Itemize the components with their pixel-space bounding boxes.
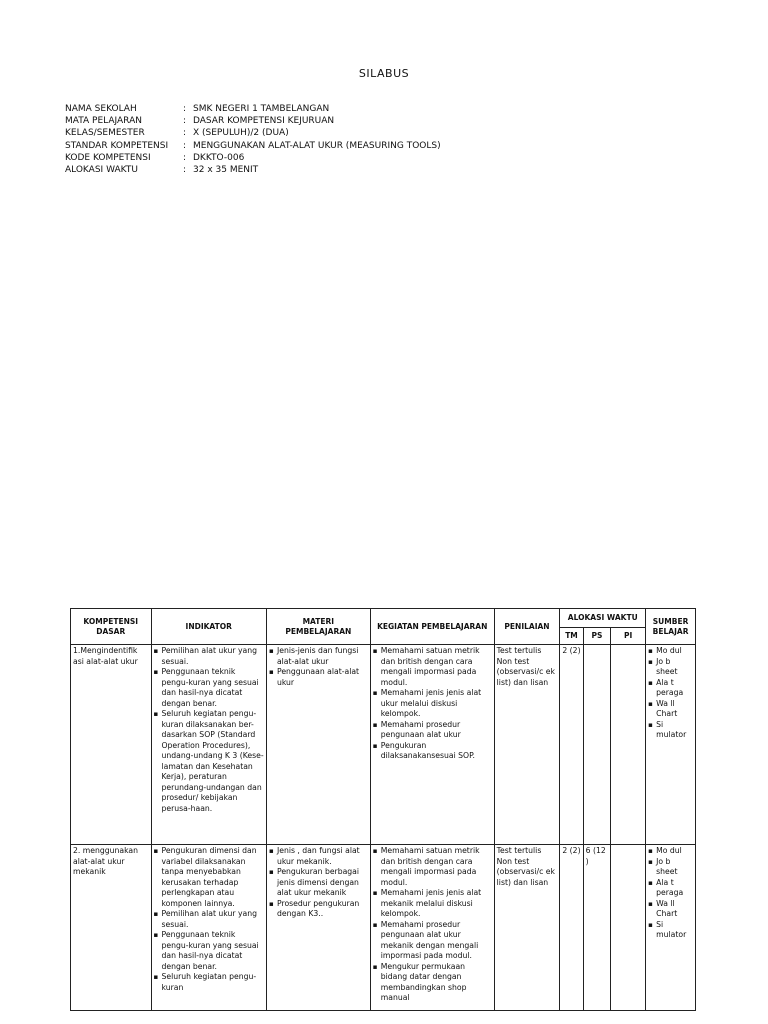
cell-materi [266, 645, 370, 845]
cell-penilaian: Test tertulis Non test (observasi/c ek list) dan lisan [494, 845, 560, 1011]
list-item: ▪ Mo dul [648, 846, 693, 857]
table-row [71, 845, 696, 1011]
list-item: ▪ Penggunaan teknik pengu-kuran yang sesuai dan hasil-nya dicatat dengan benar. [154, 667, 264, 709]
meta-sep: : [183, 116, 187, 127]
meta-value: X (SEPULUH)/2 (DUA) [193, 128, 289, 139]
list-item: ▪ Jo b sheet [648, 857, 693, 878]
header-penilaian: PENILAIAN [494, 609, 560, 645]
list-item: ▪ Penggunaan teknik pengu-kuran yang sesuai dan hasil-nya dicatat dengan benar. [154, 930, 264, 972]
cell-pi [611, 845, 646, 1011]
meta-row-class [65, 127, 441, 139]
list-item: ▪ Memahami jenis jenis alat ukur melalui diskusi kelompok. [373, 688, 492, 720]
meta-value: DASAR KOMPETENSI KEJURUAN [193, 116, 335, 127]
meta-value: SMK NEGERI 1 TAMBELANGAN [193, 104, 330, 114]
meta-row-standard [65, 140, 441, 152]
list-item: ▪ Pemilihan alat ukur yang sesuai. [154, 646, 264, 667]
header-tm: TM [560, 628, 583, 645]
cell-kegiatan [370, 845, 494, 1011]
header-materi: MATERI PEMBELAJARAN [266, 609, 370, 645]
cell-materi [266, 845, 370, 1011]
document-title: SILABUS [358, 67, 410, 80]
list-item: ▪ Jenis , dan fungsi alat ukur mekanik. [269, 846, 368, 867]
cell-indikator [151, 645, 266, 845]
meta-row-code [65, 152, 441, 164]
cell-ps [583, 645, 611, 845]
header-pi: PI [611, 628, 646, 645]
cell-pi [611, 645, 646, 845]
meta-sep: : [183, 165, 187, 176]
list-item: ▪ Seluruh kegiatan pengu-kuran dilaksanakan ber-dasarkan SOP (Standard Operation Procedures), undang-undang K 3 (Kese-lamatan dan Kesehatan Kerja), peraturan perundang-undangan dan prosedur/ kebijakan perusa-haan. [154, 709, 264, 814]
list-item: ▪ Pengukuran berbagai jenis dimensi dengan alat ukur mekanik [269, 867, 368, 899]
meta-row-subject [65, 115, 441, 127]
list-item: ▪ Ala t peraga [648, 878, 693, 899]
meta-sep: : [183, 128, 187, 139]
list-item: ▪ Ala t peraga [648, 678, 693, 699]
list-item: ▪ Jo b sheet [648, 657, 693, 678]
list-item: ▪ Mengukur permukaan bidang datar dengan membandingkan shop manual [373, 962, 492, 1004]
meta-row-school [65, 103, 441, 115]
list-item: ▪ Seluruh kegiatan pengu-kuran [154, 972, 264, 993]
cell-sumber-belajar [646, 845, 696, 1011]
table-row [71, 645, 696, 845]
cell-indikator [151, 845, 266, 1011]
list-item: ▪ Pemilihan alat ukur yang sesuai. [154, 909, 264, 930]
list-item: ▪ Memahami prosedur pengunaan alat ukur mekanik dengan mengali impormasi pada modul. [373, 920, 492, 962]
list-item: ▪ Memahami satuan metrik dan british dengan cara mengali impormasi pada modul. [373, 646, 492, 688]
header-alokasi-waktu: ALOKASI WAKTU [560, 609, 646, 628]
list-item: ▪ Si mulator [648, 920, 693, 941]
identity-block [65, 103, 441, 176]
meta-value: MENGGUNAKAN ALAT-ALAT UKUR (MEASURING TOOLS) [193, 140, 441, 151]
cell-tm: 2 (2) [560, 845, 583, 1011]
list-item: ▪ Wa ll Chart [648, 699, 693, 720]
syllabus-table [70, 608, 696, 1011]
header-kompetensi-dasar: KOMPETENSI DASAR [71, 609, 152, 645]
meta-label: STANDAR KOMPETENSI [65, 140, 169, 151]
list-item: ▪ Pengukuran dimensi dan variabel dilaksanakan tanpa menyebabkan kerusakan terhadap perlengkapan atau komponen lainnya. [154, 846, 264, 909]
meta-label: KODE KOMPETENSI [65, 152, 151, 163]
meta-sep: : [183, 152, 187, 163]
cell-ps: 6 (12 ) [583, 845, 611, 1011]
meta-label: NAMA SEKOLAH [65, 104, 137, 114]
cell-kompetensi-dasar: 2. menggunakan alat-alat ukur mekanik [71, 845, 152, 1011]
cell-kegiatan [370, 645, 494, 845]
list-item: ▪ Si mulator [648, 720, 693, 741]
list-item: ▪ Memahami prosedur pengunaan alat ukur [373, 720, 492, 741]
cell-penilaian: Test tertulis Non test (observasi/c ek list) dan lisan [494, 645, 560, 845]
list-item: ▪ Memahami satuan metrik dan british dengan cara mengali impormasi pada modul. [373, 846, 492, 888]
header-kegiatan: KEGIATAN PEMBELAJARAN [370, 609, 494, 645]
meta-value: 32 x 35 MENIT [193, 165, 259, 176]
list-item: ▪ Mo dul [648, 646, 693, 657]
list-item: ▪ Prosedur pengukuran dengan K3.. [269, 899, 368, 920]
cell-sumber-belajar [646, 645, 696, 845]
meta-sep: : [183, 140, 187, 151]
list-item: ▪ Wa ll Chart [648, 899, 693, 920]
meta-value: DKKTO-006 [193, 152, 245, 163]
list-item: ▪ Memahami jenis jenis alat mekanik melalui diskusi kelompok. [373, 888, 492, 920]
meta-label: MATA PELAJARAN [65, 116, 142, 127]
header-sumber-belajar: SUMBER BELAJAR [646, 609, 696, 645]
cell-tm: 2 (2) [560, 645, 583, 845]
cell-kompetensi-dasar: 1.Mengindentifik asi alat-alat ukur [71, 645, 152, 845]
meta-label: ALOKASI WAKTU [65, 165, 138, 176]
header-ps: PS [583, 628, 611, 645]
header-indikator: INDIKATOR [151, 609, 266, 645]
list-item: ▪ Jenis-jenis dan fungsi alat-alat ukur [269, 646, 368, 667]
meta-row-time [65, 164, 441, 176]
list-item: ▪ Pengukuran dilaksanakansesuai SOP. [373, 741, 492, 762]
list-item: ▪ Penggunaan alat-alat ukur [269, 667, 368, 688]
meta-sep: : [183, 104, 187, 114]
meta-label: KELAS/SEMESTER [65, 128, 145, 139]
